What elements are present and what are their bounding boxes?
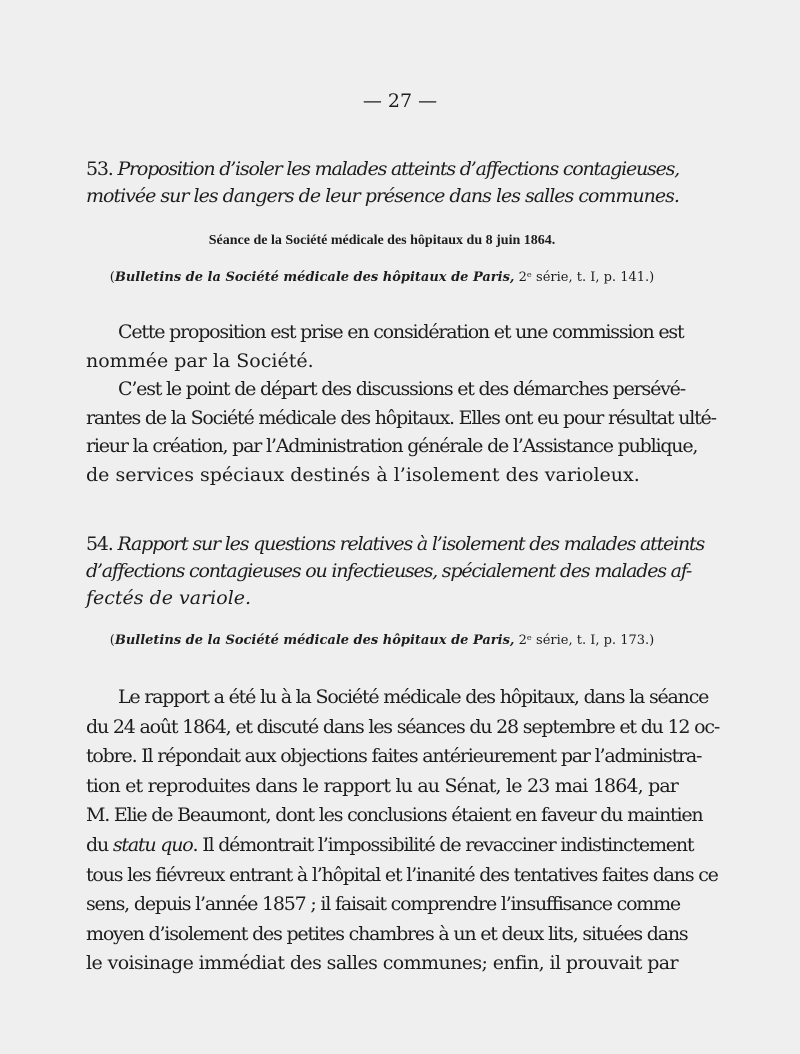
statu-quo-emphasis: statu quo [112, 833, 193, 856]
section-53-title-line-2: motivée sur les dangers de leur présence dans les salles communes. [86, 185, 679, 207]
section-54-title-line-1: 54. Rapport sur les questions relatives à l’isolement des malades atteints [86, 533, 704, 555]
section-53-paragraph-1: Cette proposition est prise en considération et une commission est nommée par la Société. [86, 321, 684, 372]
section-53-number: 53. [86, 158, 113, 180]
page-number: — 27 — [362, 90, 438, 112]
section-53-bulletin: (Bulletins de la Société médicale des hôpitaux de Paris, 2ᵉ série, t. I, p. 141.) [109, 270, 655, 285]
section-54-title-line-2: d’affections contagieuses ou infectieuses, spécialement des malades af- [86, 560, 692, 582]
section-54-title-line-3: fectés de variole. [86, 587, 252, 609]
section-54-paragraph: Le rapport a été lu à la Société médicale des hôpitaux, dans la séance du 24 août 1864, et discuté dans les séances du 28 septembre et du 12 oc- tobre. Il répondait aux objections faites antérieurement par l’administra- tion et reproduites dans le rapport lu au Sénat, le 23 mai 1864, par M. Elie de Beaumont, dont les conclusions étaient en faveur du maintien du statu quo. Il démontrait l’impossibilité de revacciner indistinctement tous les fiévreux entrant à l’hôpital et l’inanité des tentatives faites dans ce sens, depuis l’année 1857 ; il faisait comprendre l’insuffisance comme moyen d’isolement des petites chambres à un et deux lits, situées dans le voisinage immédiat des salles communes; enfin, il prouvait par [86, 686, 720, 975]
section-54-number: 54. [86, 533, 113, 555]
section-54-heading [86, 531, 704, 612]
section-53-heading [86, 156, 678, 210]
section-53-title-line-1: 53. Proposition d’isoler les malades atteints d’affections contagieuses, [86, 158, 680, 180]
section-53-paragraph-2: C’est le point de départ des discussions et des démarches persévé- rantes de la Société médicale des hôpitaux. Elles ont eu pour résultat ulté- rieur la création, par l’Administration générale de l’Assistance publique, de services spéciaux destinés à l’isolement des varioleux. [86, 378, 716, 486]
section-53-seance: Séance de la Société médicale des hôpitaux du 8 juin 1864. [208, 233, 556, 248]
section-54-bulletin: (Bulletins de la Société médicale des hôpitaux de Paris, 2ᵉ série, t. I, p. 173.) [109, 633, 655, 648]
